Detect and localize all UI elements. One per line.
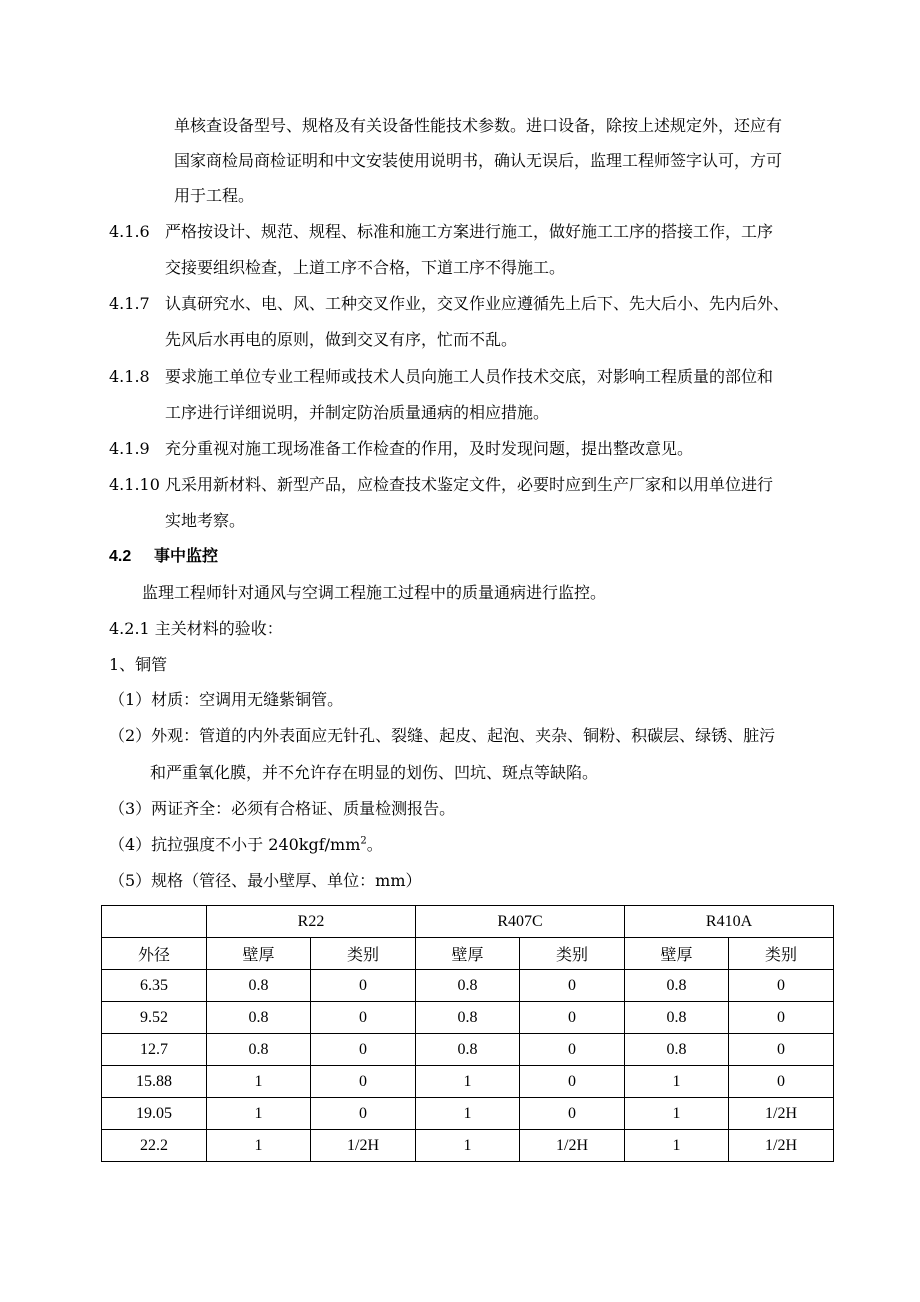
table-cell: 0 — [729, 1066, 834, 1098]
header-cell: 类别 — [520, 938, 625, 970]
list-item: （3）两证齐全：必须有合格证、质量检测报告。 — [109, 799, 456, 818]
section-heading-number: 4.2 — [109, 548, 132, 565]
table-cell: 6.35 — [102, 970, 207, 1002]
table-cell: 0 — [729, 970, 834, 1002]
paragraph-line: 认真研究水、电、风、工种交叉作业，交叉作业应遵循先上后下、先大后小、先内后外、 — [165, 294, 790, 313]
table-cell: 0 — [311, 970, 416, 1002]
table-cell: 1/2H — [729, 1130, 834, 1162]
table-cell: 19.05 — [102, 1098, 207, 1130]
sentence-end: 。 — [366, 835, 383, 854]
group-header-r410a: R410A — [625, 906, 834, 938]
paragraph-line: 监理工程师针对通风与空调工程施工过程中的质量通病进行监控。 — [142, 583, 607, 602]
table-corner-cell — [102, 906, 207, 938]
copper-pipe-spec-table — [101, 905, 834, 1162]
table-cell: 1/2H — [311, 1130, 416, 1162]
group-header-r407c: R407C — [416, 906, 625, 938]
table-cell: 0.8 — [207, 970, 311, 1002]
paragraph-line: 工序进行详细说明，并制定防治质量通病的相应措施。 — [165, 403, 550, 422]
table-row — [102, 1130, 834, 1162]
table-sub-header-row — [102, 938, 834, 970]
table-group-header-row — [102, 906, 834, 938]
list-item-continuation: 和严重氧化膜，并不允许存在明显的划伤、凹坑、斑点等缺陷。 — [150, 763, 599, 782]
table-cell: 1 — [207, 1130, 311, 1162]
table-row — [102, 970, 834, 1002]
paragraph-line: 严格按设计、规范、规程、标准和施工方案进行施工，做好施工工序的搭接工作，工序 — [165, 222, 774, 241]
table-cell: 1 — [416, 1098, 520, 1130]
paragraph-line: 国家商检局商检证明和中文安装使用说明书，确认无误后，监理工程师签字认可，方可 — [174, 151, 783, 170]
paragraph-line: 要求施工单位专业工程师或技术人员向施工人员作技术交底，对影响工程质量的部位和 — [165, 367, 774, 386]
table-cell: 0 — [311, 1098, 416, 1130]
table-row — [102, 1002, 834, 1034]
table-row — [102, 1066, 834, 1098]
section-number-4-1-7: 4.1.7 — [109, 294, 150, 313]
header-cell: 类别 — [729, 938, 834, 970]
section-number-4-1-8: 4.1.8 — [109, 367, 150, 386]
section-number-4-1-6: 4.1.6 — [109, 222, 150, 241]
table-cell: 0.8 — [416, 970, 520, 1002]
subsection-heading: 4.2.1 主关材料的验收： — [109, 619, 283, 638]
table-cell: 0.8 — [625, 1034, 729, 1066]
header-cell: 壁厚 — [207, 938, 311, 970]
table-cell: 0 — [729, 1002, 834, 1034]
table-cell: 1 — [207, 1098, 311, 1130]
paragraph-line: 交接要组织检查，上道工序不合格，下道工序不得施工。 — [165, 258, 566, 277]
superscript-2: 2 — [360, 835, 367, 847]
table-cell: 1 — [207, 1066, 311, 1098]
table-cell: 0.8 — [207, 1002, 311, 1034]
table-cell: 0.8 — [625, 1002, 729, 1034]
list-heading: 1、铜管 — [109, 655, 168, 674]
header-cell: 壁厚 — [416, 938, 520, 970]
table-cell: 1 — [416, 1130, 520, 1162]
list-item: （2）外观：管道的内外表面应无针孔、裂缝、起皮、起泡、夹杂、铜粉、积碳层、绿锈、脏污 — [109, 726, 776, 745]
table-cell: 0 — [311, 1034, 416, 1066]
paragraph-line: 凡采用新材料、新型产品，应检查技术鉴定文件，必要时应到生产厂家和以用单位进行 — [165, 475, 774, 494]
table-cell: 12.7 — [102, 1034, 207, 1066]
table-cell: 0 — [520, 970, 625, 1002]
table-row — [102, 1098, 834, 1130]
table-cell: 22.2 — [102, 1130, 207, 1162]
header-cell: 类别 — [311, 938, 416, 970]
table-cell: 0.8 — [416, 1034, 520, 1066]
table-cell: 15.88 — [102, 1066, 207, 1098]
list-item: （5）规格（管径、最小壁厚、单位：mm） — [109, 871, 422, 890]
table-cell: 1 — [625, 1098, 729, 1130]
list-item: （1）材质：空调用无缝紫铜管。 — [109, 690, 344, 709]
table-cell: 1/2H — [729, 1098, 834, 1130]
table-cell: 0 — [311, 1066, 416, 1098]
paragraph-line: 单核查设备型号、规格及有关设备性能技术参数。进口设备，除按上述规定外，还应有 — [174, 116, 783, 135]
paragraph-line: 用于工程。 — [174, 186, 255, 205]
table-cell: 1 — [625, 1130, 729, 1162]
tensile-strength-text: （4）抗拉强度不小于 240kgf/mm — [109, 835, 361, 854]
paragraph-line: 实地考察。 — [165, 511, 246, 530]
table-cell: 0.8 — [207, 1034, 311, 1066]
list-item — [109, 835, 383, 857]
table-cell: 0 — [520, 1002, 625, 1034]
header-cell: 壁厚 — [625, 938, 729, 970]
group-header-r22: R22 — [207, 906, 416, 938]
section-number-4-1-10: 4.1.10 — [109, 475, 160, 494]
table-cell: 0.8 — [625, 970, 729, 1002]
table-cell: 0 — [729, 1034, 834, 1066]
table-cell: 1/2H — [520, 1130, 625, 1162]
table-cell: 0.8 — [416, 1002, 520, 1034]
section-heading-title: 事中监控 — [154, 548, 219, 565]
header-cell: 外径 — [102, 938, 207, 970]
paragraph-line: 先风后水再电的原则，做到交叉有序，忙而不乱。 — [165, 330, 518, 349]
table-cell: 0 — [520, 1066, 625, 1098]
table-cell: 0 — [520, 1098, 625, 1130]
paragraph-line: 充分重视对施工现场准备工作检查的作用，及时发现问题，提出整改意见。 — [165, 439, 694, 458]
table-cell: 0 — [311, 1002, 416, 1034]
table-cell: 9.52 — [102, 1002, 207, 1034]
section-number-4-1-9: 4.1.9 — [109, 439, 150, 458]
table-cell: 1 — [625, 1066, 729, 1098]
table-cell: 1 — [416, 1066, 520, 1098]
table-row — [102, 1034, 834, 1066]
table-cell: 0 — [520, 1034, 625, 1066]
